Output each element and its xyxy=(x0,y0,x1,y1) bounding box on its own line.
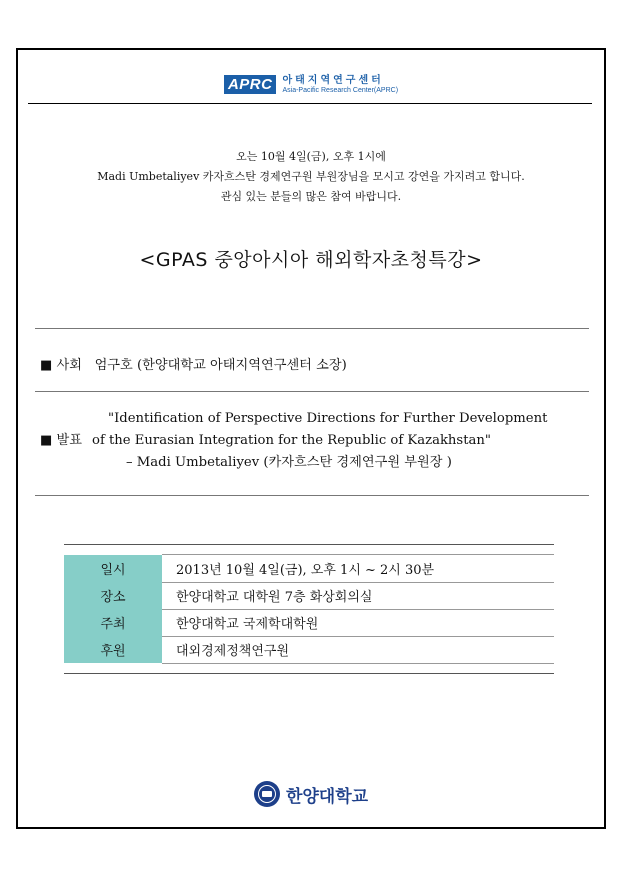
info-value: 한양대학교 대학원 7층 화상회의실 xyxy=(162,582,554,610)
intro-line-3: 관심 있는 분들의 많은 참여 바랍니다. xyxy=(220,190,402,203)
presentation-title-line-2: of the Eurasian Integration for the Republic of Kazakhstan" xyxy=(92,433,491,448)
info-row-venue xyxy=(64,582,554,609)
divider-middle xyxy=(35,391,589,392)
info-value: 한양대학교 국제학대학원 xyxy=(162,609,554,637)
info-value: 대외경제정책연구원 xyxy=(162,636,554,664)
divider-bottom xyxy=(35,495,589,496)
info-key: 장소 xyxy=(64,582,162,609)
intro-line-2: Madi Umbetaliyev 카자흐스탄 경제연구원 부원장님을 모시고 강연을 가지려고 합니다. xyxy=(97,170,525,183)
host-section xyxy=(40,354,584,373)
info-row-datetime xyxy=(64,555,554,582)
university-name: 한양대학교 xyxy=(285,786,369,807)
bullet-square-icon: ■ xyxy=(40,433,53,448)
aprc-logo xyxy=(224,75,398,94)
intro-line-1: 오는 10월 4일(금), 오후 1시에 xyxy=(236,150,386,163)
presenter: – Madi Umbetaliyev (카자흐스탄 경제연구원 부원장 ) xyxy=(126,455,452,470)
footer xyxy=(18,781,604,811)
header-divider xyxy=(28,103,592,104)
info-key: 일시 xyxy=(64,555,162,582)
bullet-square-icon: ■ xyxy=(40,358,53,373)
info-table-top-rule xyxy=(64,544,554,545)
info-table-bottom-rule xyxy=(64,673,554,674)
page-frame xyxy=(16,48,606,829)
info-value: 2013년 10월 4일(금), 오후 1시 ~ 2시 30분 xyxy=(162,554,554,583)
lecture-title: <GPAS 중앙아시아 해외학자초청특강> xyxy=(139,249,483,271)
host-text: 엄구호 (한양대학교 아태지역연구센터 소장) xyxy=(94,358,347,373)
info-key: 후원 xyxy=(64,636,162,663)
host-label: 사회 xyxy=(56,358,82,373)
info-table xyxy=(64,544,554,674)
info-row-sponsor xyxy=(64,636,554,663)
intro-text xyxy=(18,147,604,207)
aprc-logo-english: Asia-Pacific Research Center(APRC) xyxy=(282,86,399,94)
presentation-section xyxy=(40,408,584,474)
aprc-logo-korean: 아태지역연구센터 xyxy=(282,74,384,86)
presentation-label: 발표 xyxy=(56,433,82,448)
info-key: 주최 xyxy=(64,609,162,636)
header xyxy=(18,74,604,94)
divider-top xyxy=(35,328,589,329)
hanyang-logo xyxy=(254,781,368,807)
aprc-logo-mark: APRC xyxy=(224,75,277,94)
university-emblem-icon xyxy=(254,781,280,807)
presentation-title-line-1: "Identification of Perspective Directions for Further Development xyxy=(108,411,548,426)
info-row-organizer xyxy=(64,609,554,636)
